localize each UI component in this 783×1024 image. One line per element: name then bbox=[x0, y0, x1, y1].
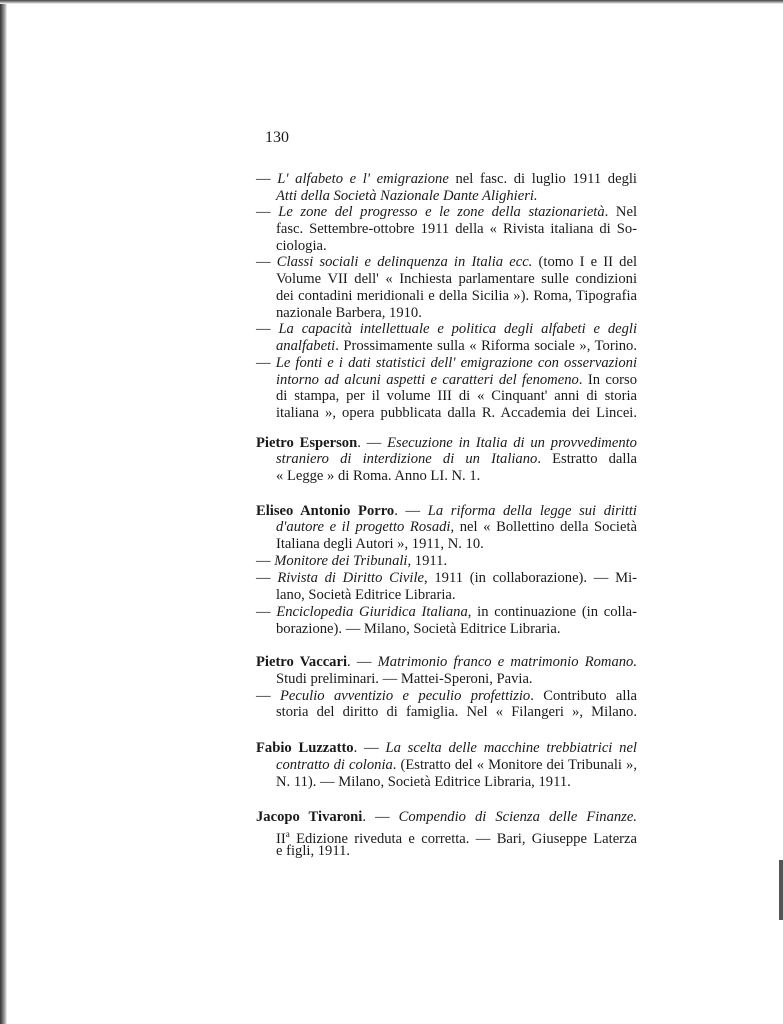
work-title: intorno ad alcuni aspetti e caratteri del fenomeno bbox=[276, 372, 579, 388]
work-title: Esecuzione in Italia di un provvedimento bbox=[387, 435, 637, 451]
text-segment: . — bbox=[353, 740, 386, 756]
text-segment: . — bbox=[347, 654, 378, 670]
work-title: La capacità intellettuale e politica degli alfabeti e degli bbox=[278, 321, 637, 337]
text-segment: — bbox=[256, 688, 280, 704]
text-segment: ciologia. bbox=[276, 238, 327, 254]
page-number: 130 bbox=[265, 129, 289, 146]
work-title: d'autore e il progetto Rosadi bbox=[276, 519, 451, 535]
text-segment: . Nel bbox=[604, 204, 637, 220]
text-segment: fasc. Settembre-ottobre 1911 della « Rivista italiana di So- bbox=[276, 221, 637, 237]
work-title: La riforma della legge sui diritti bbox=[427, 503, 637, 519]
text-line bbox=[276, 587, 456, 604]
scan-edge-left bbox=[0, 0, 7, 1024]
text-line bbox=[276, 536, 484, 553]
text-segment: storia del diritto di famiglia. Nel « Filangeri », Milano. bbox=[276, 704, 637, 720]
text-line bbox=[276, 757, 637, 774]
text-line bbox=[276, 221, 637, 238]
work-title: analfabeti bbox=[276, 338, 336, 354]
work-title: L' alfabeto e l' emigrazione bbox=[277, 171, 449, 187]
text-segment: Italiana degli Autori », 1911, N. 10. bbox=[276, 536, 484, 552]
text-segment: . Estratto dalla bbox=[537, 451, 637, 467]
author-name: Jacopo Tivaroni bbox=[256, 809, 363, 825]
text-segment: di stampa, per il volume III di « Cinquant' anni di storia bbox=[276, 388, 637, 404]
work-title: contratto di colonia bbox=[276, 757, 393, 773]
text-line bbox=[276, 372, 637, 389]
text-line bbox=[276, 621, 560, 638]
text-line bbox=[256, 740, 637, 757]
author-name: Pietro Esperson bbox=[256, 435, 358, 451]
text-line bbox=[276, 519, 637, 536]
text-line bbox=[256, 355, 637, 372]
text-line bbox=[276, 451, 637, 468]
text-segment: dei contadini meridionali e della Sicilia »). Roma, Tipografia bbox=[276, 288, 637, 304]
text-line bbox=[276, 468, 480, 485]
text-segment: , in continuazione (in colla- bbox=[467, 604, 637, 620]
text-line bbox=[256, 570, 637, 587]
text-segment: borazione). — Milano, Società Editrice Libraria. bbox=[276, 621, 561, 637]
text-line bbox=[276, 238, 327, 255]
text-line bbox=[256, 688, 637, 705]
text-line bbox=[276, 188, 538, 205]
work-title: Classi sociali e delinquenza in Italia ecc. bbox=[276, 254, 533, 270]
text-segment: . Prossimamente sulla « Riforma sociale », Torino. bbox=[335, 338, 637, 354]
text-line bbox=[256, 321, 637, 338]
author-name: Pietro Vaccari bbox=[256, 654, 348, 670]
work-title: Atti della Società Nazionale Dante Alighieri. bbox=[276, 188, 538, 204]
text-segment: Volume VII dell' « Inchiesta parlamentare sulle condizioni bbox=[276, 271, 637, 287]
author-name: Eliseo Antonio Porro bbox=[256, 503, 395, 519]
text-segment: — bbox=[256, 254, 277, 270]
work-title: Matrimonio franco e matrimonio Romano. bbox=[377, 654, 637, 670]
text-segment: — bbox=[256, 604, 277, 620]
text-segment: Studi preliminari. — Mattei-Speroni, Pavia. bbox=[276, 671, 533, 687]
work-title: Monitore dei Tribunali bbox=[274, 553, 408, 569]
work-title: Peculio avventizio e peculio profettizio bbox=[280, 688, 531, 704]
text-line bbox=[256, 809, 637, 826]
text-segment: italiana », opera pubblicata dalla R. Accademia dei Lincei. bbox=[276, 405, 637, 421]
text-segment: — bbox=[256, 321, 279, 337]
text-segment: (tomo I e II del bbox=[532, 254, 637, 270]
text-line bbox=[276, 338, 637, 355]
text-segment: « Legge » di Roma. Anno LI. N. 1. bbox=[276, 468, 481, 484]
text-line bbox=[276, 405, 637, 422]
text-segment: — bbox=[256, 204, 279, 220]
work-title: Rivista di Diritto Civile bbox=[277, 570, 424, 586]
work-title: La scelta delle macchine trebbiatrici nel bbox=[385, 740, 637, 756]
text-segment: N. 11). — Milano, Società Editrice Libraria, 1911. bbox=[276, 774, 571, 790]
text-line bbox=[276, 288, 637, 305]
text-line bbox=[256, 204, 637, 221]
text-segment: nel fasc. di luglio 1911 degli bbox=[448, 171, 637, 187]
text-segment: , nel « Bollettino della Società bbox=[450, 519, 637, 535]
text-line bbox=[256, 503, 637, 520]
text-line bbox=[256, 553, 447, 570]
text-segment: . — bbox=[357, 435, 388, 451]
text-line bbox=[256, 654, 637, 671]
text-segment: e figli, 1911. bbox=[276, 843, 351, 859]
text-line bbox=[276, 388, 637, 405]
scan-edge-top bbox=[0, 0, 783, 4]
text-line bbox=[276, 774, 571, 791]
work-title: straniero di interdizione di un Italiano bbox=[276, 451, 538, 467]
text-line bbox=[256, 171, 637, 188]
text-line bbox=[276, 843, 350, 860]
text-segment: . (Estratto del « Monitore dei Tribunali », bbox=[392, 757, 637, 773]
scan-edge-right bbox=[779, 860, 783, 920]
text-segment: . — bbox=[394, 503, 428, 519]
text-segment: nazionale Barbera, 1910. bbox=[276, 305, 422, 321]
text-line bbox=[276, 271, 637, 288]
text-segment: . Contributo alla bbox=[530, 688, 637, 704]
text-line bbox=[276, 704, 637, 721]
text-segment: — bbox=[256, 355, 276, 371]
text-line bbox=[276, 305, 422, 322]
work-title: Le fonti e i dati statistici dell' emigrazione con osservazioni bbox=[275, 355, 638, 371]
text-line bbox=[256, 435, 637, 452]
text-segment: , 1911 (in collaborazione). — Mi- bbox=[423, 570, 638, 586]
text-line bbox=[256, 254, 637, 271]
author-name: Fabio Luzzatto bbox=[256, 740, 354, 756]
text-segment: a bbox=[285, 829, 290, 839]
text-segment: , 1911. bbox=[407, 553, 448, 569]
text-segment: — bbox=[256, 570, 278, 586]
text-line bbox=[276, 671, 533, 688]
text-segment: . In corso bbox=[578, 372, 637, 388]
work-title: Enciclopedia Giuridica Italiana bbox=[276, 604, 468, 620]
text-segment: II bbox=[276, 830, 286, 847]
text-segment: . — bbox=[362, 809, 399, 825]
work-title: Compendio di Scienza delle Finanze. bbox=[398, 809, 637, 825]
text-segment: — bbox=[256, 171, 278, 187]
text-line bbox=[256, 604, 637, 621]
work-title: Le zone del progresso e le zone della stazionarietà bbox=[278, 204, 605, 220]
text-segment: — bbox=[256, 553, 275, 569]
text-segment: lano, Società Editrice Libraria. bbox=[276, 587, 456, 603]
text-segment: Edizione riveduta e corretta. — Bari, Giuseppe Laterza bbox=[289, 830, 637, 847]
